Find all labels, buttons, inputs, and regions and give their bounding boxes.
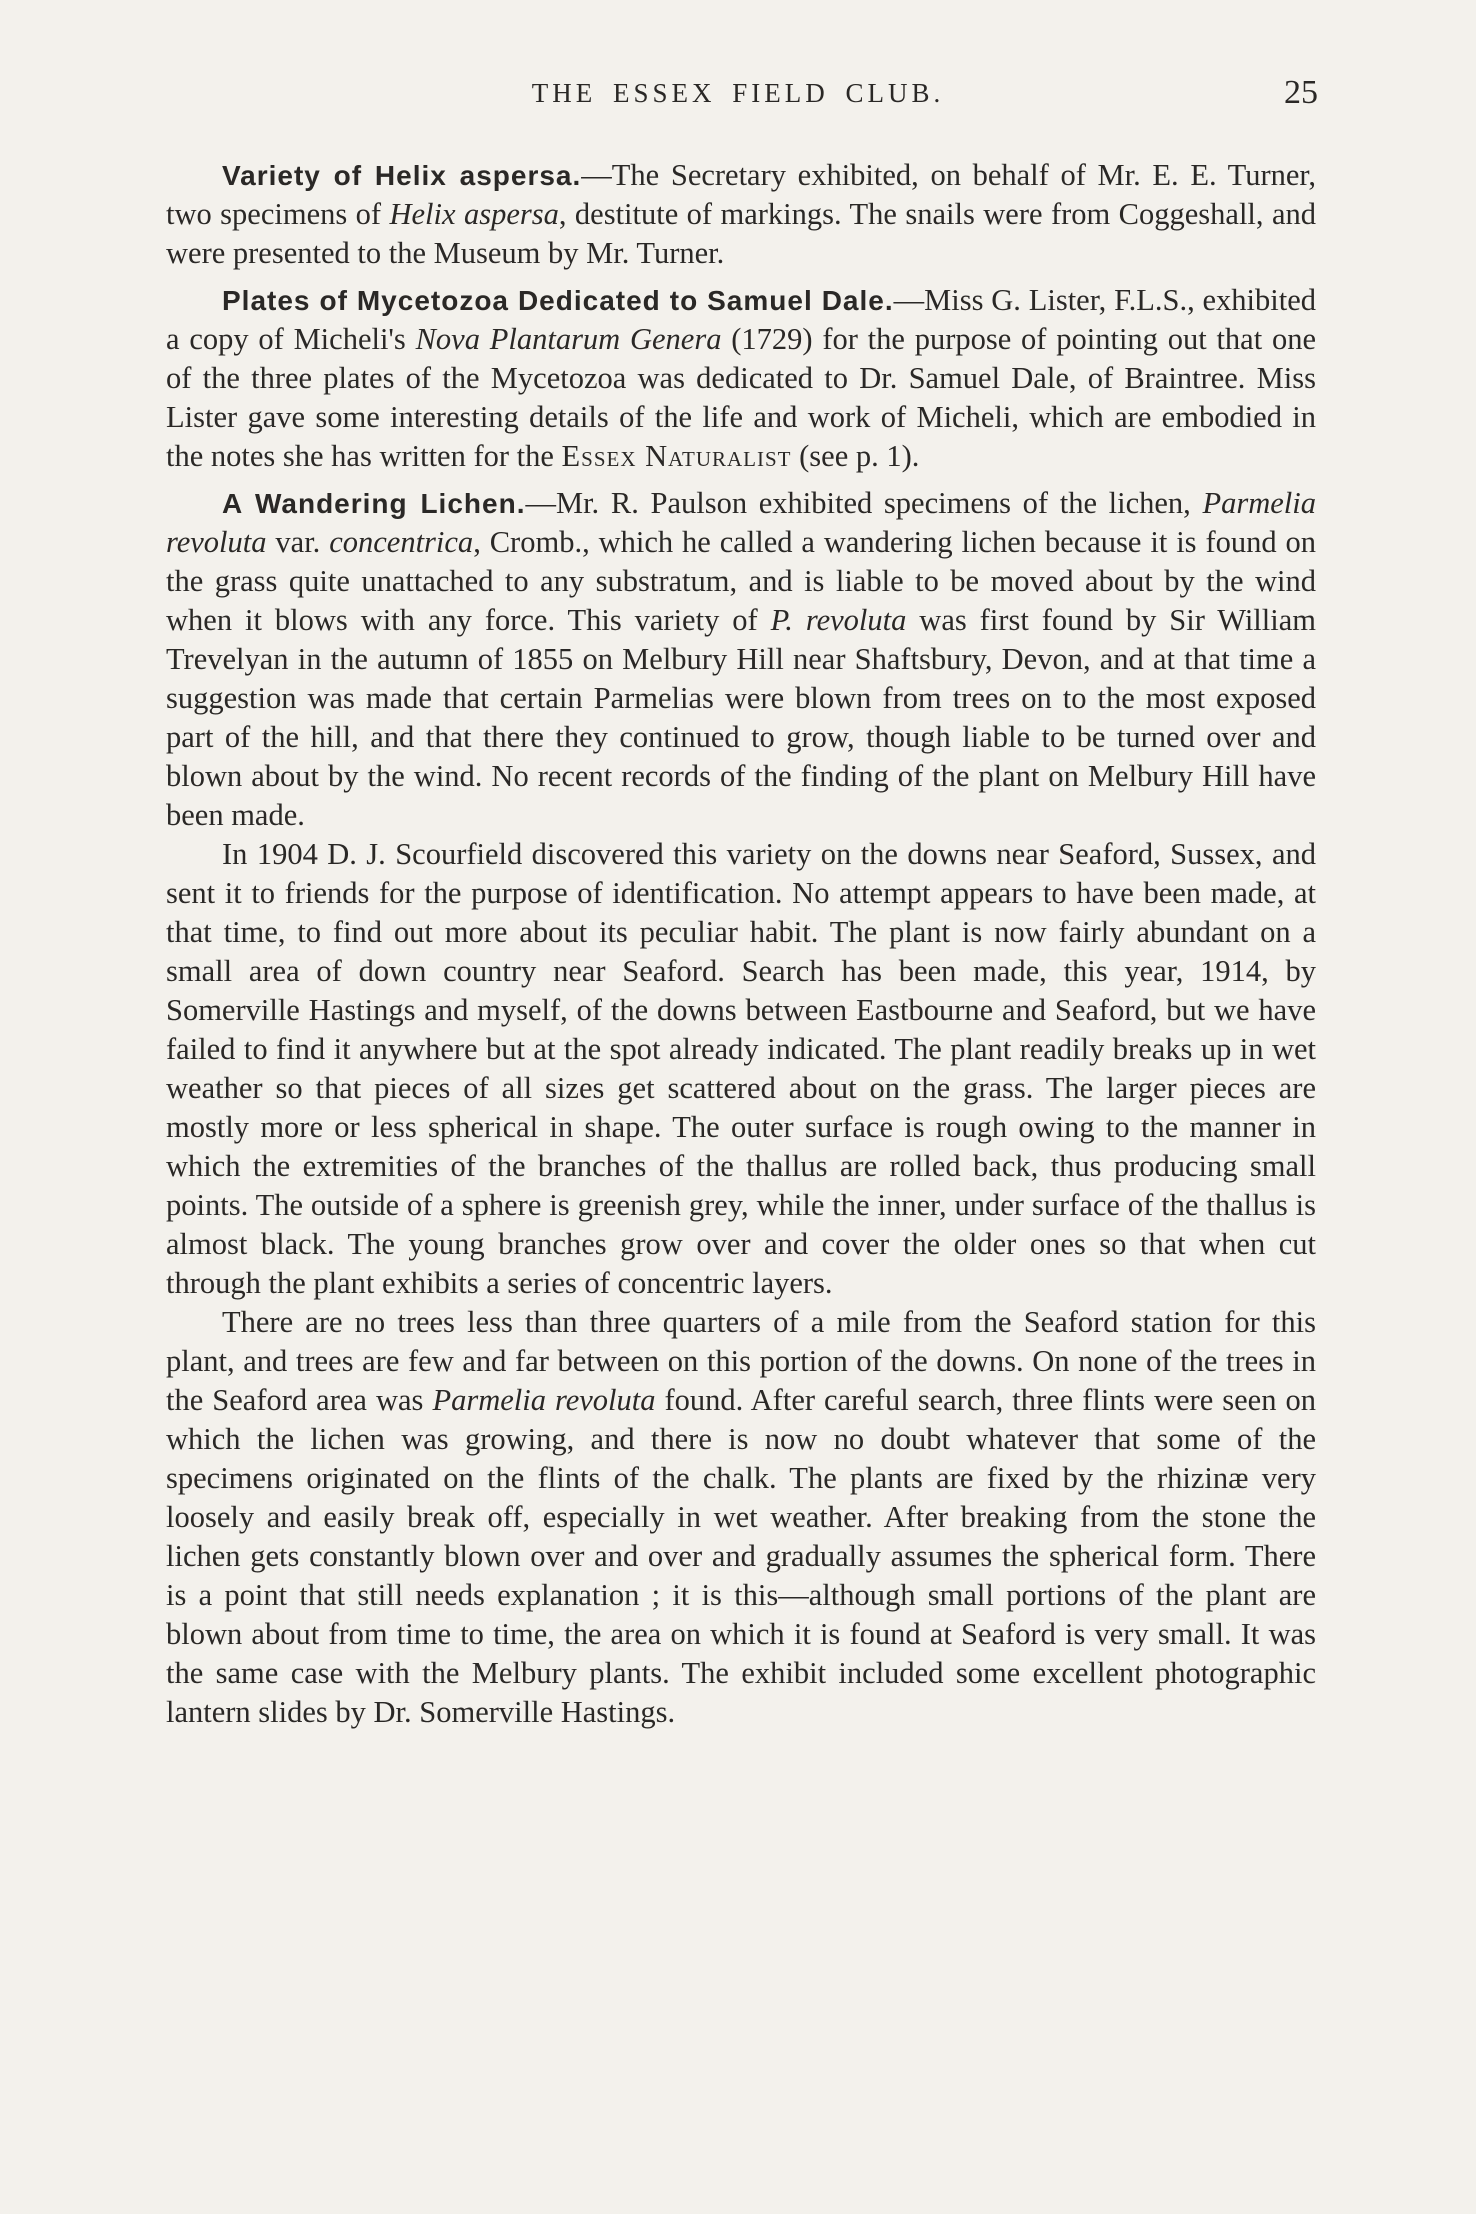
paragraph-text: , destitute of markings. The snails were from Coggeshall, and were presented to the Museum by Mr. Turner. <box>166 197 1316 270</box>
paragraph-text: found. After careful search, three flints were seen on which the lichen was growing, and there is now no doubt whatever that some of the specimens originated on the flints of the chalk. The plants are fixed by the rhizinæ very loosely and easily break off, especially in wet weather. After breaking from the stone the lichen gets constantly blown over and over and gradually assumes the spherical form. There is a point that still needs explanation ; it is this—although small portions of the plant are blown about from time to time, the area on which it is found at Seaford is very small. It was the same case with the Melbury plants. The exhibit included some excellent photographic lantern slides by Dr. Somerville Hastings. <box>166 1383 1316 1729</box>
section-heading: A Wandering Lichen. <box>222 488 526 519</box>
paragraph-text: was first found by Sir William Trevelyan in the autumn of 1855 on Melbury Hill near Shaftsbury, Devon, and at that time a suggestion was made that certain Parmelias were blown from trees on to the most exposed part of the hill, and that there they continued to grow, though liable to be turned over and blown about by the wind. No recent records of the finding of the plant on Melbury Hill have been made. <box>166 603 1316 832</box>
book-title: Nova Plantarum Genera <box>415 322 722 356</box>
paragraph-text: —The Secretary exhibited, on behalf of Mr. E. E. Turner, two specimens of <box>166 158 1316 231</box>
page-header <box>0 70 1476 120</box>
section-heading: Plates of Mycetozoa Dedicated to Samuel Dale. <box>222 285 894 316</box>
paragraph-text: (see p. 1). <box>791 439 920 473</box>
journal-name: Essex Naturalist <box>561 439 792 473</box>
variety-name: concentrica <box>329 525 474 559</box>
species-name: P. revoluta <box>770 603 907 637</box>
species-name: Helix aspersa <box>389 197 559 231</box>
paragraph-seaford: In 1904 D. J. Scourfield discovered this variety on the downs near Seaford, Sussex, and sent it to friends for the purpose of identification. No attempt appears to have been made, at that time, to find out more about its peculiar habit. The plant is now fairly abundant on a small area of down country near Seaford. Search has been made, this year, 1914, by Somerville Hastings and myself, of the downs between Eastbourne and Seaford, but we have failed to find it anywhere but at the spot already indicated. The plant readily breaks up in wet weather so that pieces of all sizes get scattered about on the grass. The larger pieces are mostly more or less spherical in shape. The outer surface is rough owing to the manner in which the extremities of the branches of the thallus are rolled back, thus producing small points. The outside of a sphere is greenish grey, while the inner, under surface of the thallus is almost black. The young branches grow over and cover the older ones so that when cut through the plant exhibits a series of concentric layers. <box>166 837 1316 1300</box>
paragraph-flints <box>166 1303 1316 1732</box>
section-heading: Variety of Helix aspersa. <box>222 160 582 191</box>
paragraph-text: There are no trees less than three quarters of a mile from the Seaford station for this plant, and trees are few and far between on this portion of the downs. On none of the trees in the Seaford area was <box>166 1305 1316 1417</box>
paragraph-text: —Miss G. Lister, F.L.S., exhibited a copy of Micheli's <box>166 283 1317 356</box>
body-text <box>166 156 1316 1732</box>
paragraph-lichen <box>166 484 1316 835</box>
species-name: Parmelia revoluta <box>166 486 1316 559</box>
paragraph-text: —Mr. R. Paulson exhibited specimens of the lichen, <box>525 486 1203 520</box>
running-head: THE ESSEX FIELD CLUB. <box>531 78 945 108</box>
paragraph-text: var. <box>266 525 330 559</box>
page-number: 25 <box>1284 74 1318 111</box>
species-name: Parmelia revoluta <box>432 1383 656 1417</box>
paragraph-helix <box>166 156 1316 273</box>
paragraph-mycetozoa <box>166 281 1316 476</box>
paragraph-text: , Cromb., which he called a wandering lichen because it is found on the grass quite unattached to any substratum, and is liable to be moved about by the wind when it blows with any force. This variety of <box>166 525 1317 637</box>
paragraph-text: (1729) for the purpose of pointing out that one of the three plates of the Mycetozoa was dedicated to Dr. Samuel Dale, of Braintree. Miss Lister gave some interesting details of the life and work of Micheli, which are embodied in the notes she has written for the <box>166 322 1316 473</box>
